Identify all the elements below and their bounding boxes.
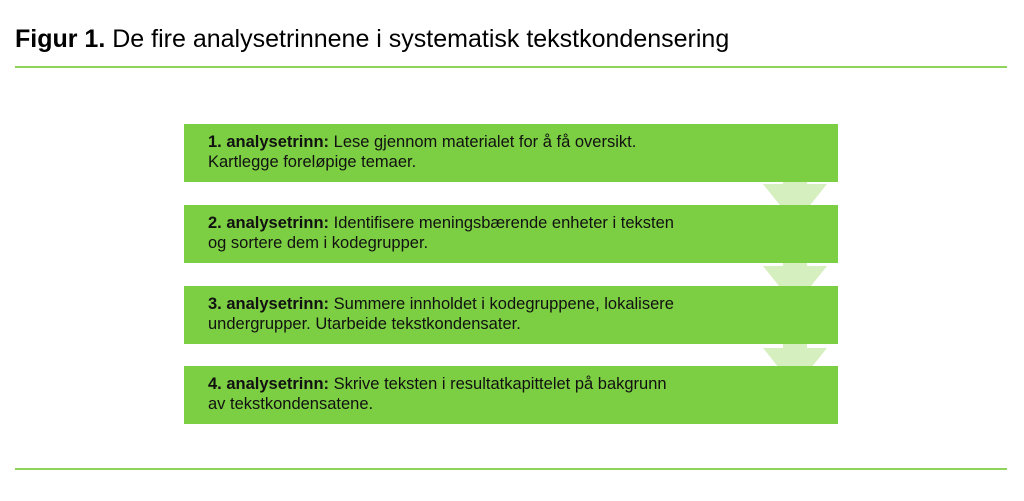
step-text: Identifisere meningsbærende enheter i teksten [333, 214, 674, 232]
step-text-continued: Kartlegge foreløpige temaer. [208, 153, 417, 171]
step-heading: 2. analysetrinn: [208, 214, 330, 232]
step-box-3 [184, 286, 838, 344]
step-text: Skrive teksten i resultatkapittelet på bakgrunn [333, 375, 667, 393]
step-line-1 [208, 213, 826, 233]
figure-title [15, 22, 729, 56]
step-heading: 4. analysetrinn: [208, 375, 330, 393]
step-heading: 1. analysetrinn: [208, 133, 330, 151]
step-line-1 [208, 374, 826, 394]
figure-label: Figur 1. [15, 25, 106, 53]
step-line-1 [208, 294, 826, 314]
bottom-divider [15, 468, 1007, 470]
step-text-continued: undergrupper. Utarbeide tekstkondensater. [208, 315, 521, 333]
step-box-4 [184, 366, 838, 424]
step-heading: 3. analysetrinn: [208, 295, 330, 313]
step-text: Lese gjennom materialet for å få oversikt. [333, 133, 637, 151]
step-line-1 [208, 132, 826, 152]
figure-title-text: De fire analysetrinnene i systematisk tekstkondensering [112, 25, 730, 53]
top-divider [15, 66, 1007, 68]
step-box-2 [184, 205, 838, 263]
step-text-continued: og sortere dem i kodegrupper. [208, 234, 429, 252]
step-text: Summere innholdet i kodegruppene, lokalisere [333, 295, 674, 313]
step-box-1 [184, 124, 838, 182]
step-text-continued: av tekstkondensatene. [208, 395, 374, 413]
